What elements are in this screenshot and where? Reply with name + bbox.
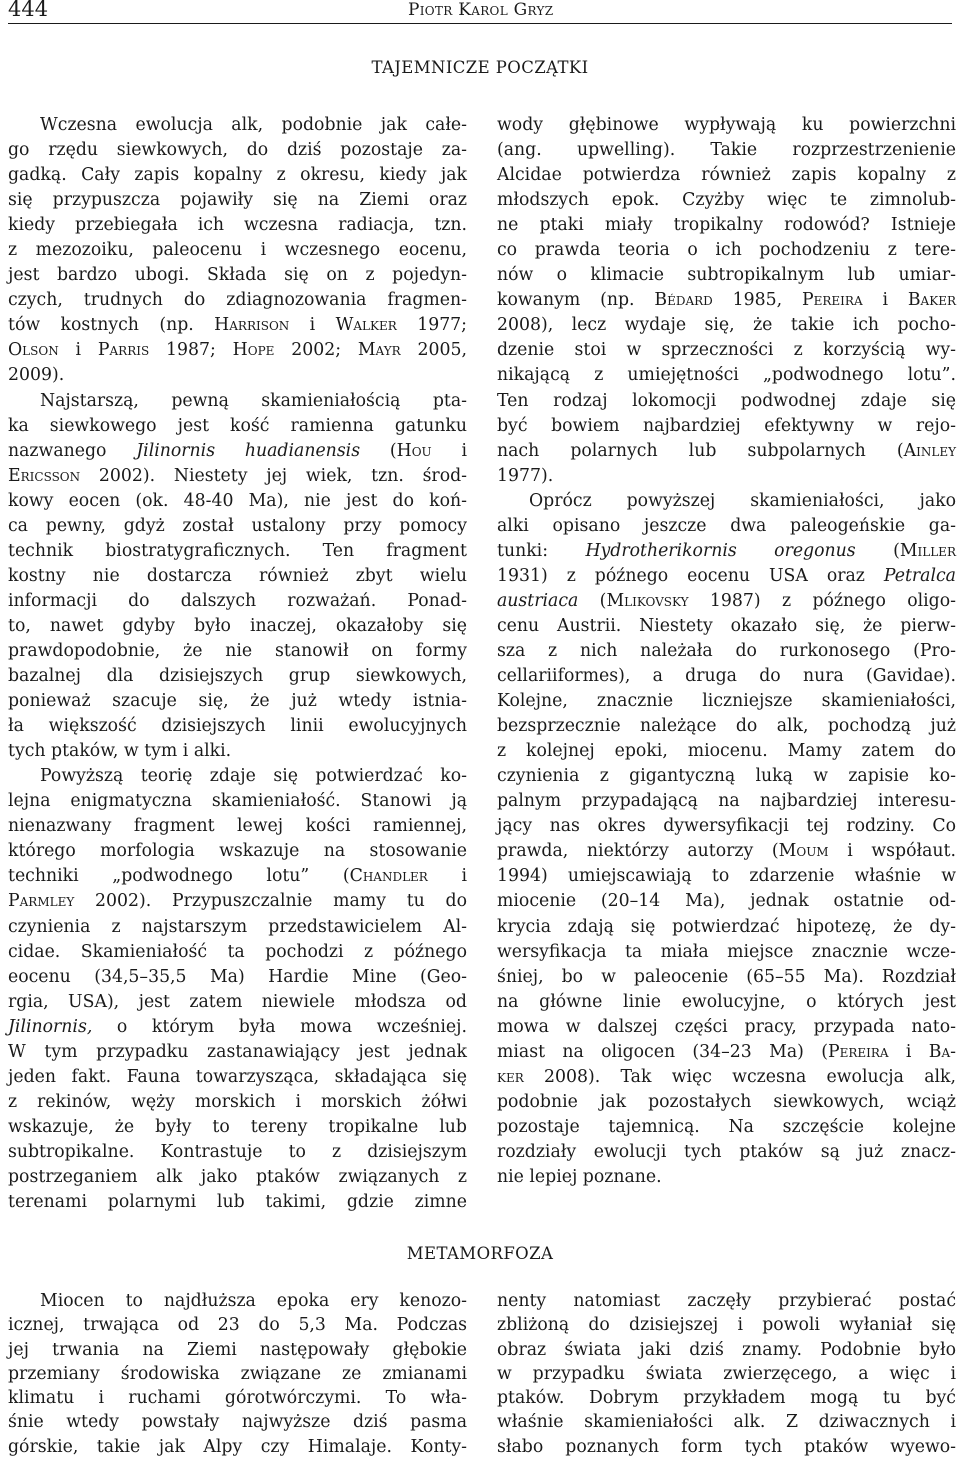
text-line: informacji do dalszych rozważań. Ponad- [8, 590, 467, 611]
text-line: tych ptaków, w tym i alki. [8, 741, 232, 762]
text-line: bezsprzecznie należące do alk, pochodzą już [497, 716, 956, 737]
text-line: postrzeganiem alk jako ptaków związanych z [8, 1166, 467, 1187]
text-line: przemiany środowiska związane ze zmianami [8, 1363, 467, 1384]
text-line: 1931) z późnego eocenu USA oraz Petralca [497, 565, 956, 586]
text-line: słabo poznanych form tych ptaków wyewo- [497, 1436, 956, 1457]
text-line: ka siewkowego jest kość ramienna gatunku [8, 415, 467, 436]
text-line: 1994) umiejscawiają to zdarzenie właśnie w [497, 866, 956, 887]
text-line: icznej, trwająca od 23 do 5,3 Ma. Podczas [8, 1315, 467, 1336]
section-title-metamorfoza: METAMORFOZA [406, 1244, 554, 1263]
text-line: pozostaje tajemnicą. Na szczęście kolejne [497, 1116, 956, 1137]
text-line: z mezozoiku, paleocenu i wczesnego eocenu, [8, 240, 467, 261]
text-line: cellariiformes), a druga do nura (Gavidae). [497, 666, 956, 687]
text-line: Olson i Parris 1987; Hope 2002; Mayr 2005, [8, 340, 467, 361]
column-right [497, 113, 956, 1190]
text-line: się przypuszcza pojawiły się na Ziemi oraz [8, 190, 467, 211]
text-line: rgia, USA), jest zatem niewiele młodsza od [8, 991, 467, 1012]
text-line: eocenu (34,5–35,5 Ma) Hardie Mine (Geo- [8, 966, 467, 987]
text-line: prawda, niektórzy autorzy (Moum i współaut. [497, 841, 956, 862]
text-line: ła większość dzisiejszych linii ewolucyjnych [8, 716, 467, 737]
text-line: nów o klimacie subtropikalnym lub umiar- [497, 265, 956, 286]
page-number: 444 [8, 0, 49, 21]
text-line: 2009). [8, 365, 65, 386]
text-line: dzenie stoi w sprzeczności z korzyścią wy- [497, 340, 956, 361]
text-line: jeden fakt. Fauna towarzysząca, składająca się [8, 1066, 467, 1087]
text-line: z kolejnej epoki, miocenu. Mamy zatem do [497, 741, 956, 762]
text-line: śnie wtedy powstały najwyższe dziś pasma [8, 1412, 467, 1433]
text-line: terenami polarnymi lub takimi, gdzie zimne [8, 1192, 467, 1213]
header-rule [8, 23, 952, 24]
text-line: tów kostnych (np. Harrison i Walker 1977; [8, 315, 468, 336]
text-line: Miocen to najdłuższa epoka ery kenozo- [40, 1291, 467, 1311]
running-header [8, 0, 952, 22]
column-left [8, 113, 467, 1215]
text-line: Powyższą teorię zdaje się potwierdzać ko- [40, 766, 467, 787]
text-line: techniki „podwodnego lotu” (Chandler i [8, 866, 467, 887]
text-line: kowy eocen (ok. 48-40 Ma), nie jest do koń- [8, 490, 467, 511]
text-line: klimatu i ruchami górotwórczymi. To wła- [8, 1388, 467, 1409]
text-line: Ten rodzaj lokomocji podwodnej zdaje się [497, 390, 956, 411]
text-line: kiedy przebiegała ich wczesna radiacja, tzn. [8, 215, 467, 236]
text-line: austriaca (Mlikovsky 1987) z późnego oligo- [497, 590, 956, 611]
text-line: 2008), lecz wydaje się, że takie ich pocho- [497, 315, 956, 336]
text-line: Najstarszą, pewną skamieniałością pta- [40, 390, 467, 411]
text-line: to, nawet gdyby było inaczej, okazałoby się [8, 615, 467, 636]
text-line: obraz świata jaki dziś znamy. Podobnie było [497, 1339, 956, 1360]
text-line: cidae. Skamieniałość ta pochodzi z późnego [8, 941, 467, 962]
text-line: zbliżoną do dzisiejszej i powoli wyłaniał się [497, 1315, 956, 1336]
text-line: wersyfikacja ta miała miejsce znacznie wcze- [497, 941, 956, 962]
text-line: którego morfologia wskazuje na stosowanie [8, 841, 467, 862]
text-line: nie lepiej poznane. [497, 1166, 662, 1187]
text-line: nazwanego Jilinornis huadianensis (Hou i [8, 440, 467, 461]
text-line: właśnie skamieniałości alk. Z dziwacznych i [497, 1412, 956, 1433]
text-line: jest bardzo ubogi. Składa się on z pojedyn- [8, 265, 467, 286]
text-line: (ang. upwelling). Takie rozprzestrzenienie [497, 140, 956, 161]
text-line: bazalnej dla dzisiejszych grup siewkowych, [8, 666, 467, 687]
text-line: być bowiem najbardziej efektywny w rejo- [497, 415, 956, 436]
text-line: palnym przypadającą na najbardziej interesu- [497, 791, 956, 812]
text-line: mowa w dalszej części pracy, przypada nato- [497, 1016, 956, 1037]
column-left-metamorfoza [8, 1289, 467, 1459]
text-line: rozdziały ewolucji tych ptaków są już znacz- [497, 1141, 956, 1162]
text-line: nenty natomiast zaczęły przybierać postać [497, 1291, 956, 1311]
text-line: Kolejne, znacznie liczniejsze skamieniałości, [497, 691, 956, 712]
text-line: gadką. Cały zapis kopalny z okresu, kiedy jak [8, 165, 467, 186]
text-line: czynienia z najstarszym przedstawicielem Al- [8, 916, 467, 937]
text-line: podobnie jak pozostałych siewkowych, wciąż [497, 1091, 956, 1112]
text-line: krycia zdają się potwierdzać hipotezę, że dy- [497, 916, 956, 937]
column-right-metamorfoza [497, 1289, 956, 1459]
text-line: ne ptaki miały tropikalny rodowód? Istnieje [497, 215, 956, 236]
text-line: miast na oligocen (34–23 Ma) (Pereira i Ba- [497, 1041, 956, 1062]
text-line: ker 2008). Tak więc wczesna ewolucja alk, [497, 1066, 956, 1087]
text-line: górskie, takie jak Alpy czy Himalaje. Konty- [8, 1436, 467, 1457]
text-line: jący nas okres dywersyfikacji tej rodziny. Co [497, 816, 956, 837]
text-line: lejna enigmatyczna skamieniałość. Stanowi ją [8, 791, 467, 812]
text-line: Ericsson 2002). Niestety jej wiek, tzn. środ- [8, 465, 467, 486]
text-line: nach polarnych lub subpolarnych (Ainley [497, 440, 956, 461]
text-line: Jilinornis, o którym była mowa wcześniej. [8, 1016, 467, 1037]
text-line: Wczesna ewolucja alk, podobnie jak całe- [40, 115, 467, 135]
text-line: technik biostratygraficznych. Ten fragment [8, 540, 467, 561]
text-line: Oprócz powyższej skamieniałości, jako [529, 490, 956, 511]
text-line: Alcidae potwierdza również zapis kopalny z [497, 165, 956, 186]
text-line: sza z nich należała do rurkonosego (Pro- [497, 640, 956, 661]
text-line: Parmley 2002). Przypuszczalnie mamy tu do [8, 891, 467, 912]
text-line: czych, trudnych do zdiagnozowania fragmen- [8, 290, 467, 311]
text-line: w przypadku świata zwierzęcego, a więc i [497, 1363, 956, 1384]
text-line: prawdopodobnie, że nie stanowił on formy [8, 640, 467, 661]
text-line: alki opisano jeszcze dwa paleogeńskie ga- [497, 515, 956, 536]
text-line: ptaków. Dobrym przykładem mogą tu być [497, 1388, 956, 1409]
text-line: młodszych epok. Czyżby więc te zimnolub- [497, 190, 956, 211]
text-line: śniej, bo w paleocenie (65–55 Ma). Rozdział [497, 966, 956, 987]
running-title: Piotr Karol Gryz [408, 0, 554, 20]
text-line: miocenie (20–14 Ma), jednak ostatnie od- [497, 891, 956, 912]
text-line: kowanym (np. Bédard 1985, Pereira i Baker [497, 290, 956, 311]
text-line: nikającą z umiejętności „podwodnego lotu”. [497, 365, 956, 386]
text-line: jej trwania na Ziemi następowały głębokie [8, 1339, 467, 1360]
text-line: cenu Austrii. Niestety okazało się, że pierw- [497, 615, 956, 636]
text-line: ponieważ szacuje się, że już wtedy istnia- [8, 691, 467, 712]
text-line: co prawda teoria o ich pochodzeniu z tere- [497, 240, 956, 261]
text-line: na główne linie ewolucyjne, o których jest [497, 991, 956, 1012]
text-line: 1977). [497, 465, 554, 486]
text-line: tunki: Hydrotherikornis oregonus (Miller [497, 540, 956, 561]
text-line: ca pewny, gdyż został ustalony przy pomocy [8, 515, 467, 536]
section-title-tajemnicze: TAJEMNICZE POCZĄTKI [371, 58, 589, 77]
text-line: wody głębinowe wypływają ku powierzchni [497, 115, 956, 135]
text-line: W tym przypadku zastanawiający jest jednak [8, 1041, 467, 1062]
text-line: go rzędu siewkowych, do dziś pozostaje za- [8, 140, 467, 161]
text-line: kostny nie dostarcza również zbyt wielu [8, 565, 467, 586]
text-line: wskazuje, że były to tereny tropikalne lub [8, 1116, 467, 1137]
text-line: nienazwany fragment lewej kości ramiennej, [8, 816, 467, 837]
text-line: czynienia z gigantyczną luką w zapisie ko- [497, 766, 956, 787]
text-line: subtropikalne. Kontrastuje to z dzisiejszym [8, 1141, 467, 1162]
text-line: z rekinów, węży morskich i morskich żółwi [8, 1091, 467, 1112]
